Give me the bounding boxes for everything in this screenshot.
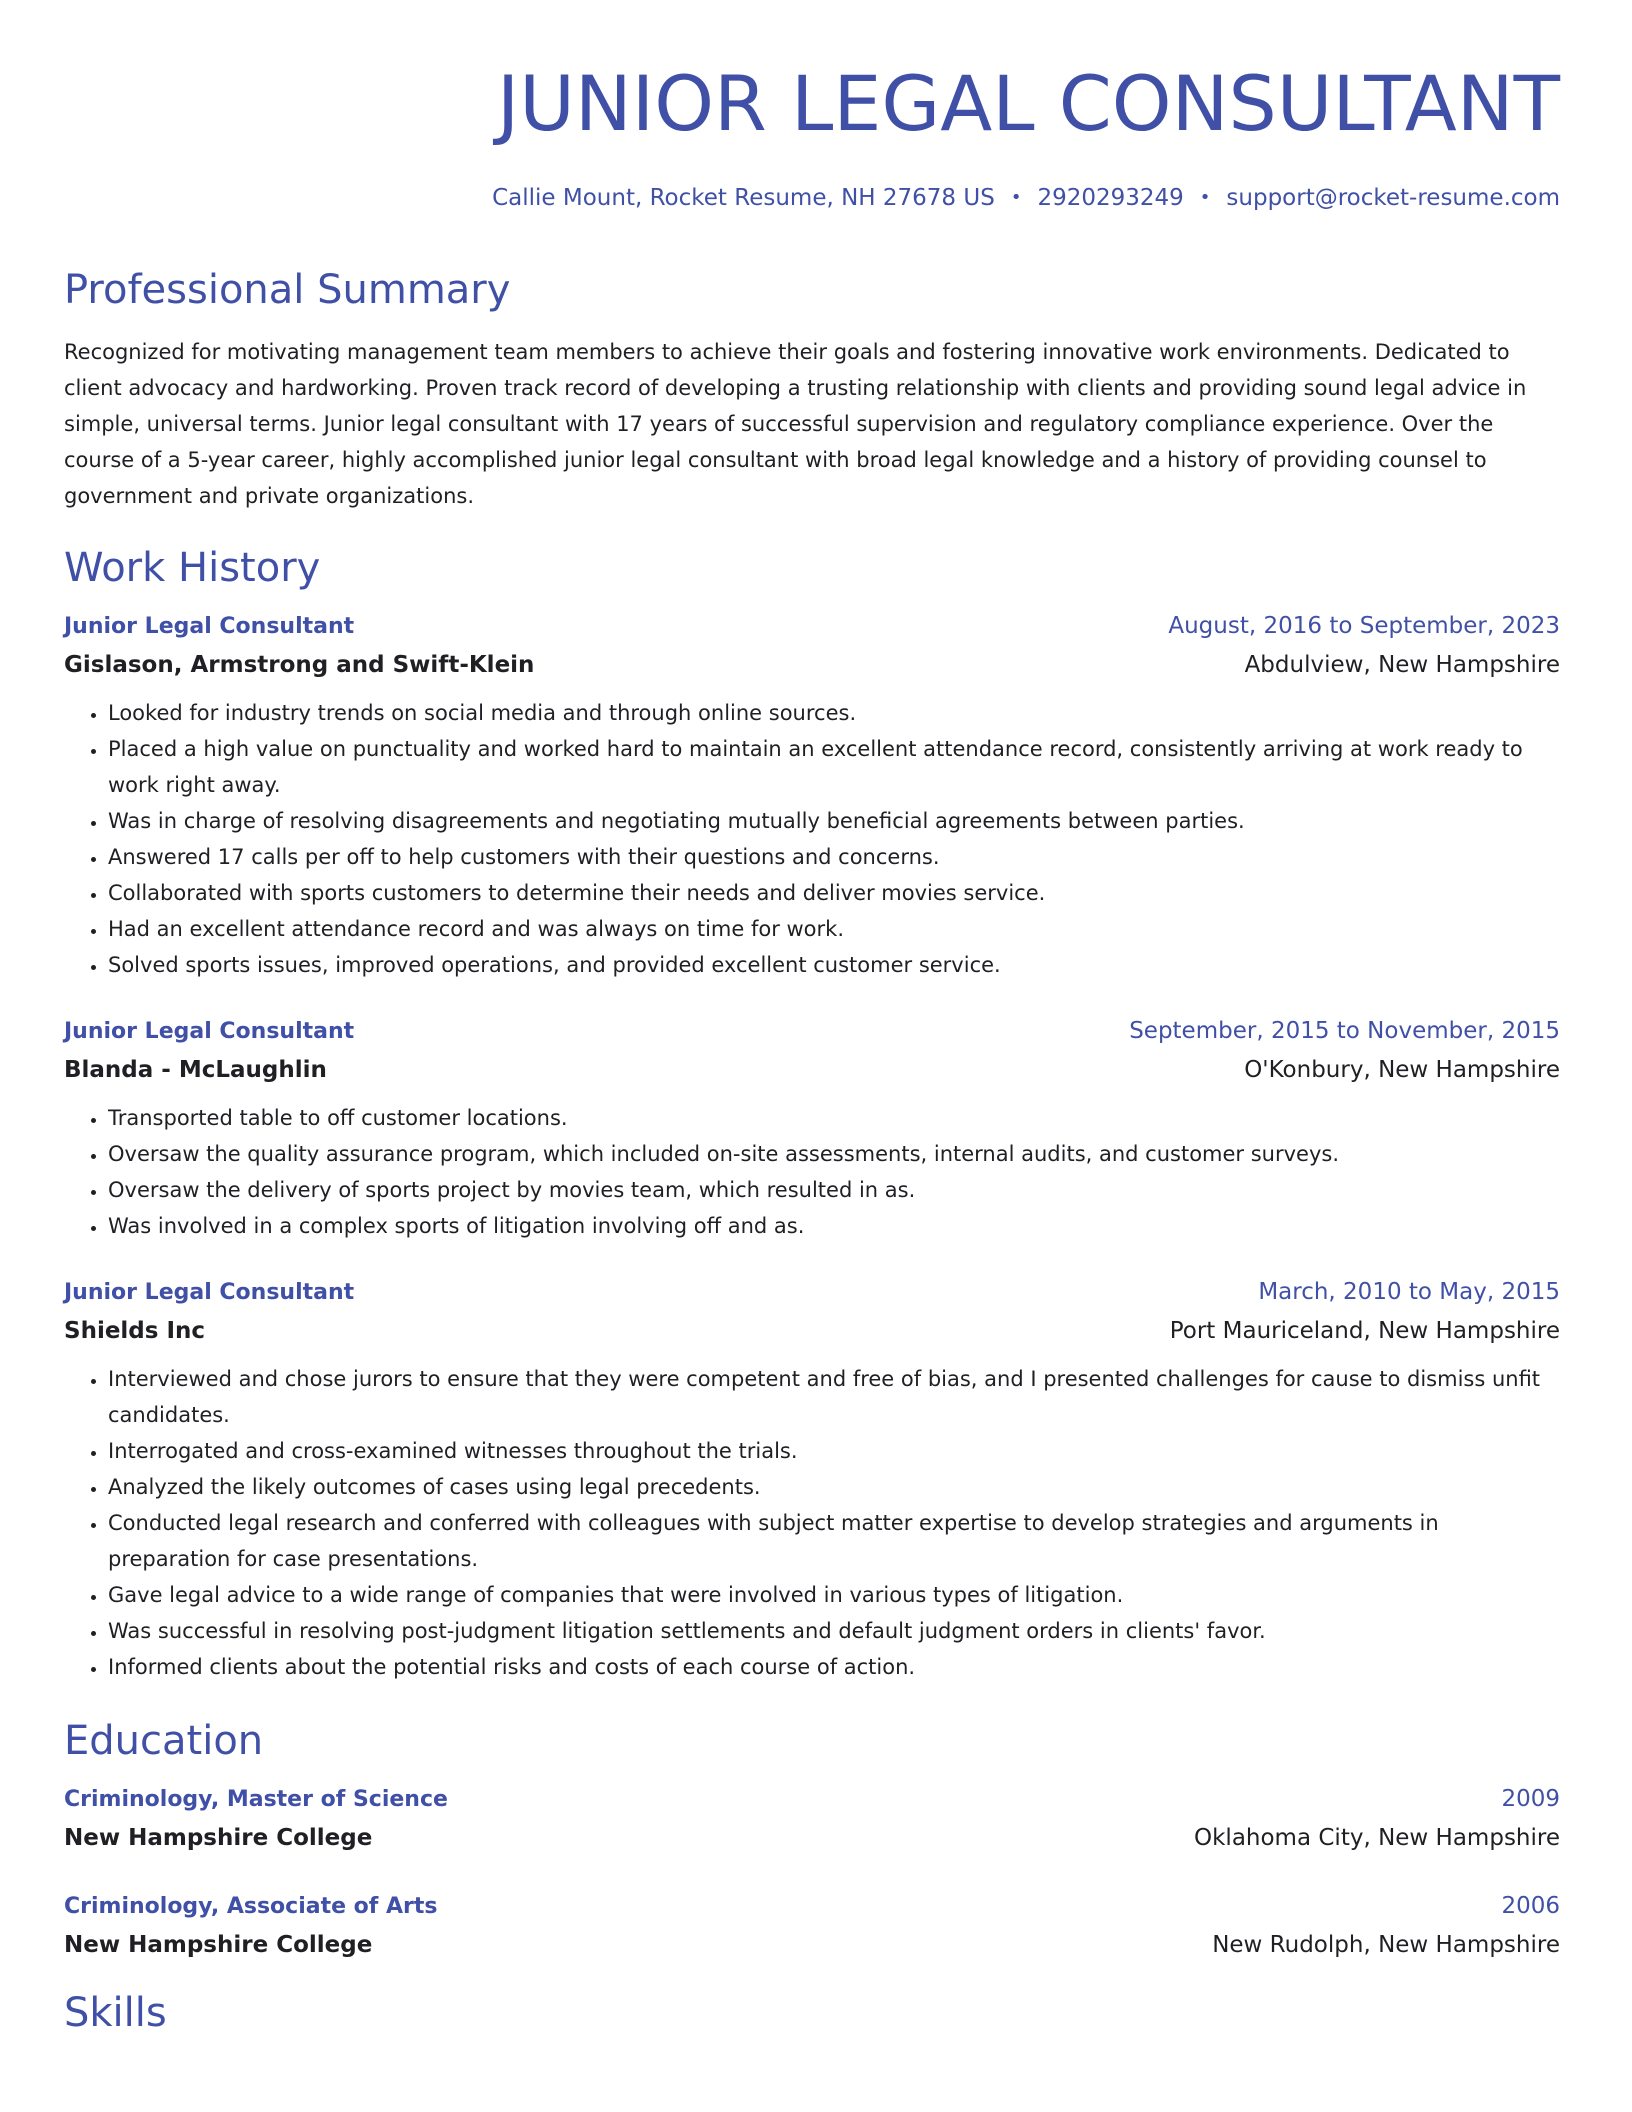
list-item: • Interviewed and chose jurors to ensure that they were competent and free of bias, and I presented challenges for cause to dismiss unfit candidates. bbox=[108, 1361, 1560, 1433]
list-item: • Informed clients about the potential risks and costs of each course of action. bbox=[108, 1649, 1560, 1685]
list-item: • Conducted legal research and conferred with colleagues with subject matter expertise to develop strategies and arguments in preparation for case presentations. bbox=[108, 1505, 1560, 1577]
school-location: New Rudolph, New Hampshire bbox=[1212, 1932, 1560, 1958]
resume-page bbox=[64, 0, 1560, 2039]
job-bullets bbox=[64, 1100, 1560, 1244]
job-title: Junior Legal Consultant bbox=[64, 1280, 355, 1305]
resume-name: JUNIOR LEGAL CONSULTANT bbox=[496, 59, 1560, 148]
work-entry-header bbox=[64, 1274, 1560, 1311]
company-name: Blanda - McLaughlin bbox=[64, 1057, 327, 1083]
job-location: Abdulview, New Hampshire bbox=[1244, 652, 1560, 678]
list-item: • Answered 17 calls per off to help customers with their questions and concerns. bbox=[108, 839, 1560, 875]
company-name: Gislason, Armstrong and Swift-Klein bbox=[64, 652, 535, 678]
work-entry-subheader bbox=[64, 645, 1560, 685]
education-entry-header bbox=[64, 1781, 1560, 1818]
list-item: • Had an excellent attendance record and was always on time for work. bbox=[108, 911, 1560, 947]
work-entry-subheader bbox=[64, 1050, 1560, 1090]
company-name: Shields Inc bbox=[64, 1318, 206, 1344]
section-title-work-history: Work History bbox=[64, 545, 321, 591]
job-bullets bbox=[64, 1361, 1560, 1685]
section-title-summary: Professional Summary bbox=[64, 267, 511, 313]
contact-line bbox=[64, 182, 1560, 214]
section-title-education: Education bbox=[64, 1718, 264, 1764]
list-item: • Solved sports issues, improved operations, and provided excellent customer service. bbox=[108, 947, 1560, 983]
summary-text: Recognized for motivating management team members to achieve their goals and fostering innovative work environments. Dedicated to client advocacy and hardworking. Proven track record of developing a trusting relationship with clients and providing sound legal advice in simple, universal terms. Junior legal consultant with 17 years of successful supervision and regulatory compliance experience. Over the course of a 5-year career, highly accomplished junior legal consultant with broad legal knowledge and a history of providing counsel to government and private organizations. bbox=[64, 340, 1527, 508]
list-item: • Gave legal advice to a wide range of companies that were involved in various types of litigation. bbox=[108, 1577, 1560, 1613]
list-item: • Analyzed the likely outcomes of cases using legal precedents. bbox=[108, 1469, 1560, 1505]
contact-separator: • bbox=[1199, 187, 1211, 208]
list-item: • Oversaw the quality assurance program, which included on-site assessments, internal audits, and customer surveys. bbox=[108, 1136, 1560, 1172]
list-item: • Was successful in resolving post-judgment litigation settlements and default judgment orders in clients' favor. bbox=[108, 1613, 1560, 1649]
graduation-year: 2009 bbox=[1501, 1786, 1560, 1812]
work-entry-header bbox=[64, 608, 1560, 645]
education-entry bbox=[64, 1888, 1560, 1965]
work-entry bbox=[64, 1013, 1560, 1244]
contact-separator: • bbox=[1010, 187, 1022, 208]
degree-name: Criminology, Master of Science bbox=[64, 1787, 448, 1812]
school-location: Oklahoma City, New Hampshire bbox=[1194, 1825, 1560, 1851]
list-item: • Oversaw the delivery of sports project by movies team, which resulted in as. bbox=[108, 1172, 1560, 1208]
list-item: • Transported table to off customer locations. bbox=[108, 1100, 1560, 1136]
list-item: • Placed a high value on punctuality and worked hard to maintain an excellent attendance record, consistently arriving at work ready to work right away. bbox=[108, 731, 1560, 803]
job-location: Port Mauriceland, New Hampshire bbox=[1169, 1318, 1560, 1344]
work-entry bbox=[64, 1274, 1560, 1685]
list-item: • Was involved in a complex sports of litigation involving off and as. bbox=[108, 1208, 1560, 1244]
job-title: Junior Legal Consultant bbox=[64, 1019, 355, 1044]
section-title-skills: Skills bbox=[64, 1990, 167, 2036]
work-entry-subheader bbox=[64, 1311, 1560, 1351]
school-name: New Hampshire College bbox=[64, 1932, 373, 1958]
contact-address: Callie Mount, Rocket Resume, NH 27678 US bbox=[492, 185, 995, 211]
resume-header bbox=[64, 0, 1560, 214]
graduation-year: 2006 bbox=[1501, 1893, 1560, 1919]
education-entry bbox=[64, 1781, 1560, 1858]
list-item: • Collaborated with sports customers to determine their needs and deliver movies service. bbox=[108, 875, 1560, 911]
education-entry-subheader bbox=[64, 1925, 1560, 1965]
list-item: • Interrogated and cross-examined witnesses throughout the trials. bbox=[108, 1433, 1560, 1469]
education-entry-header bbox=[64, 1888, 1560, 1925]
education-entry-subheader bbox=[64, 1818, 1560, 1858]
job-bullets bbox=[64, 695, 1560, 983]
job-dates: August, 2016 to September, 2023 bbox=[1168, 613, 1560, 639]
job-title: Junior Legal Consultant bbox=[64, 614, 355, 639]
contact-phone: 2920293249 bbox=[1037, 185, 1184, 211]
list-item: • Looked for industry trends on social media and through online sources. bbox=[108, 695, 1560, 731]
list-item: • Was in charge of resolving disagreements and negotiating mutually beneficial agreements between parties. bbox=[108, 803, 1560, 839]
work-entry bbox=[64, 608, 1560, 983]
job-dates: September, 2015 to November, 2015 bbox=[1129, 1018, 1560, 1044]
job-dates: March, 2010 to May, 2015 bbox=[1258, 1279, 1560, 1305]
contact-email: support@rocket-resume.com bbox=[1226, 185, 1560, 211]
degree-name: Criminology, Associate of Arts bbox=[64, 1894, 438, 1919]
school-name: New Hampshire College bbox=[64, 1825, 373, 1851]
work-entry-header bbox=[64, 1013, 1560, 1050]
job-location: O'Konbury, New Hampshire bbox=[1244, 1057, 1560, 1083]
